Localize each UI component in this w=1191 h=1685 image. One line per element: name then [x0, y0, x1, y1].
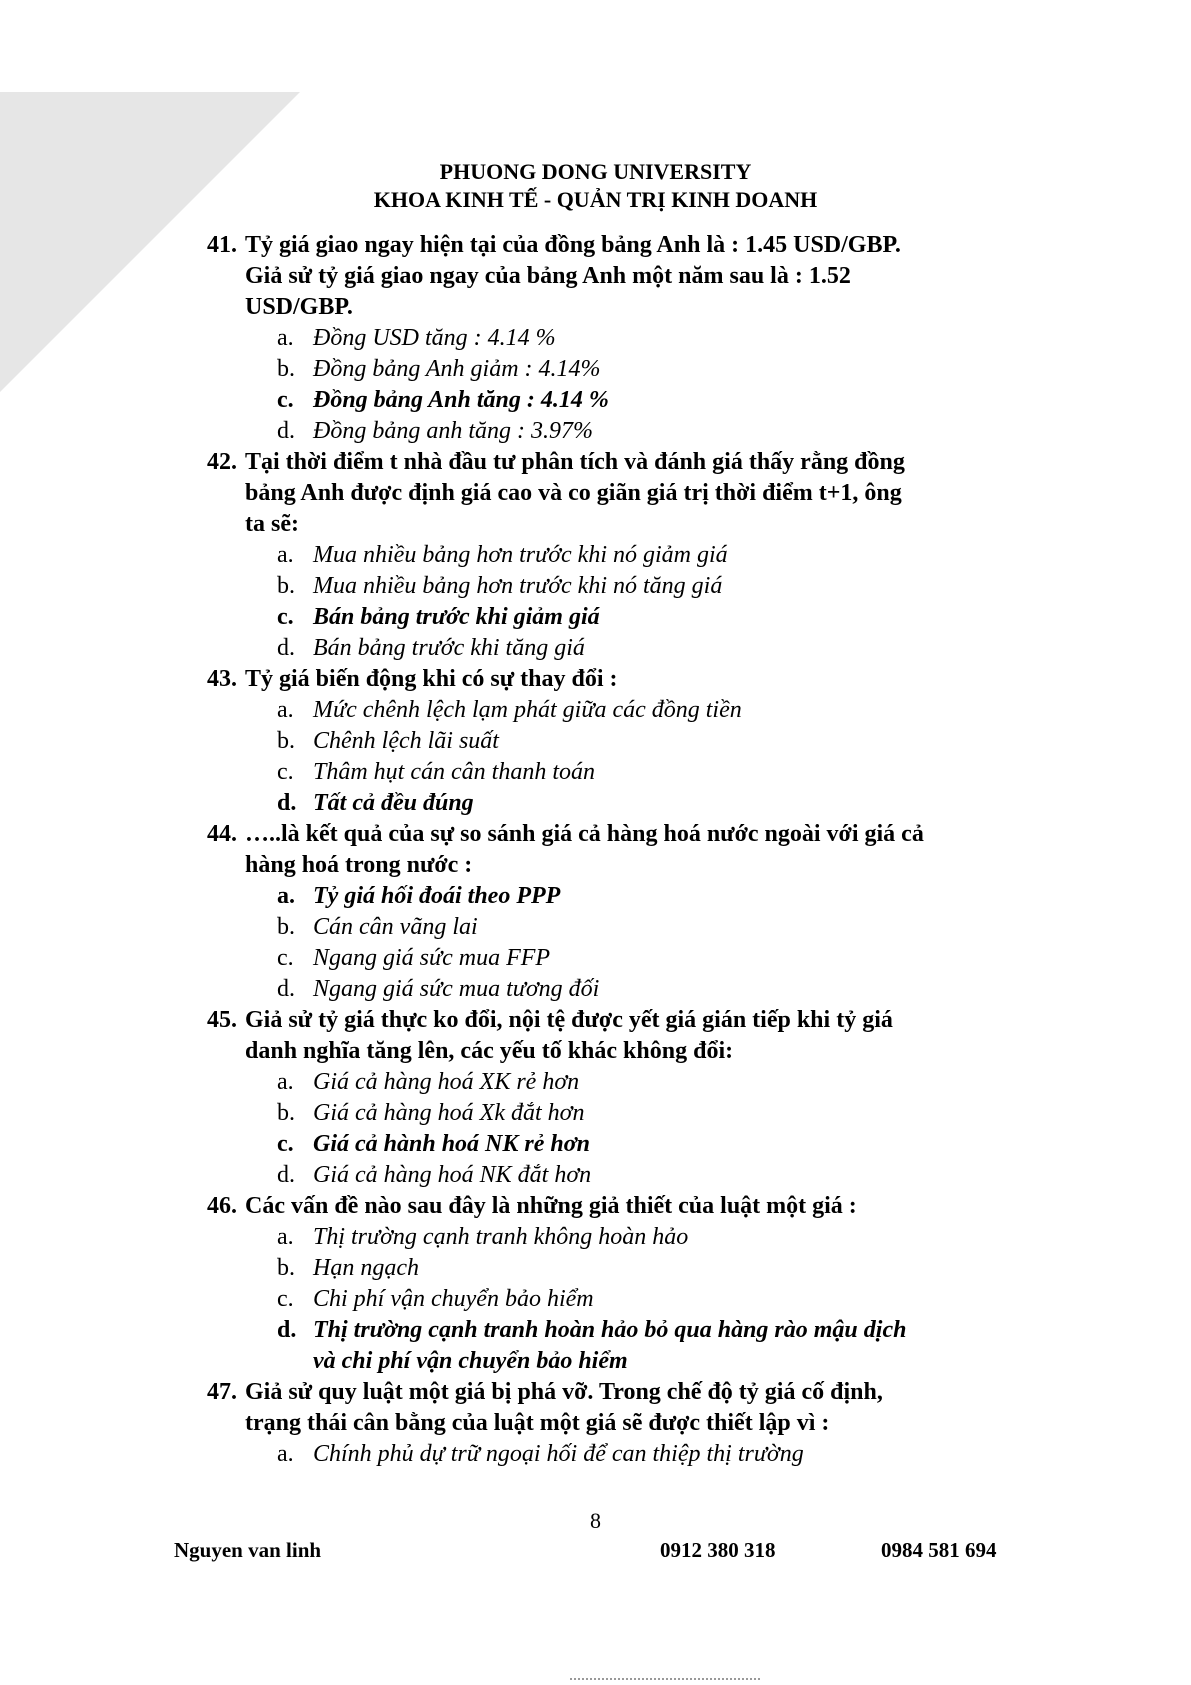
option-text: Chênh lệch lãi suất — [313, 728, 499, 754]
option-letter: c. — [277, 1131, 294, 1157]
option-letter: d. — [277, 635, 295, 661]
option-text: Tỷ giá hối đoái theo PPP — [313, 883, 561, 909]
answer-option — [207, 757, 1037, 788]
option-letter: b. — [277, 728, 295, 754]
option-text: Giá cả hành hoá NK rẻ hơn — [313, 1131, 590, 1157]
option-text: Giá cả hàng hoá Xk đắt hơn — [313, 1100, 585, 1126]
question-list — [207, 230, 1037, 1470]
answer-option — [207, 323, 1037, 354]
answer-option — [207, 416, 1037, 447]
question-text-line: Giả sử quy luật một giá bị phá vỡ. Trong chế độ tỷ giá cố định, — [245, 1379, 883, 1405]
question-block — [207, 1191, 1037, 1377]
option-text: Chi phí vận chuyển bảo hiểm — [313, 1286, 594, 1312]
footer-phone-1: 0912 380 318 — [660, 1538, 776, 1562]
option-letter: b. — [277, 356, 295, 382]
option-letter: c. — [277, 759, 294, 785]
option-text: Thị trường cạnh tranh không hoàn hảo — [313, 1224, 689, 1250]
answer-option — [207, 943, 1037, 974]
option-letter: b. — [277, 573, 295, 599]
answer-option — [207, 788, 1037, 819]
option-letter: a. — [277, 697, 294, 723]
answer-option — [207, 540, 1037, 571]
question-text-line: trạng thái cân bằng của luật một giá sẽ được thiết lập vì : — [245, 1410, 830, 1436]
question-block — [207, 819, 1037, 1005]
question-stem — [207, 664, 1037, 695]
option-text-continued: và chi phí vận chuyển bảo hiểm — [313, 1348, 628, 1374]
answer-option — [207, 602, 1037, 633]
question-text-line: Tại thời điểm t nhà đầu tư phân tích và đánh giá thấy rằng đồng — [245, 449, 905, 475]
answer-option — [207, 633, 1037, 664]
faculty-name: KHOA KINH TẾ - QUẢN TRỊ KINH DOANH — [373, 187, 818, 212]
answer-option — [207, 1067, 1037, 1098]
option-text: Giá cả hàng hoá NK đắt hơn — [313, 1162, 592, 1188]
question-text-line: Giả sử tỷ giá thực ko đổi, nội tệ được yết giá gián tiếp khi tỷ giá — [245, 1007, 893, 1033]
option-letter: a. — [277, 325, 294, 351]
option-text: Mua nhiều bảng hơn trước khi nó giảm giá — [313, 542, 728, 568]
question-stem — [207, 1191, 1037, 1222]
footer-phone-2: 0984 581 694 — [881, 1538, 997, 1562]
option-text: Đồng bảng anh tăng : 3.97% — [313, 418, 593, 444]
option-text: Bán bảng trước khi giảm giá — [313, 604, 600, 630]
question-text-line: Tỷ giá giao ngay hiện tại của đồng bảng Anh là : 1.45 USD/GBP. — [245, 232, 901, 258]
question-number: 42. — [207, 449, 237, 475]
question-text-line: hàng hoá trong nước : — [245, 852, 473, 878]
option-letter: d. — [277, 418, 295, 444]
option-letter: a. — [277, 542, 294, 568]
option-letter: b. — [277, 1255, 295, 1281]
option-letter: a. — [277, 1069, 294, 1095]
option-text: Thâm hụt cán cân thanh toán — [313, 759, 595, 785]
question-text-line: ta sẽ: — [245, 511, 299, 537]
answer-option — [207, 1160, 1037, 1191]
answer-option — [207, 385, 1037, 416]
option-text: Bán bảng trước khi tăng giá — [313, 635, 585, 661]
answer-option — [207, 974, 1037, 1005]
option-text: Cán cân vãng lai — [313, 914, 478, 940]
question-block — [207, 1005, 1037, 1191]
answer-option — [207, 726, 1037, 757]
question-text-line: Các vấn đề nào sau đây là những giả thiết của luật một giá : — [245, 1193, 857, 1219]
option-text: Hạn ngạch — [313, 1255, 419, 1281]
option-text: Ngang giá sức mua FFP — [313, 945, 551, 971]
question-text-line: bảng Anh được định giá cao và co giãn giá trị thời điểm t+1, ông — [245, 480, 902, 506]
option-text: Đồng bảng Anh tăng : 4.14 % — [313, 387, 609, 413]
question-text-line: USD/GBP. — [245, 294, 353, 320]
question-stem — [207, 1005, 1037, 1067]
answer-option — [207, 912, 1037, 943]
question-number: 41. — [207, 232, 237, 258]
option-text: Mức chênh lệch lạm phát giữa các đồng tiền — [313, 697, 742, 723]
university-name: PHUONG DONG UNIVERSITY — [439, 159, 752, 184]
question-stem — [207, 230, 1037, 323]
option-text: Đồng USD tăng : 4.14 % — [313, 325, 556, 351]
answer-option — [207, 1098, 1037, 1129]
question-stem — [207, 1377, 1037, 1439]
option-text: Đồng bảng Anh giảm : 4.14% — [313, 356, 601, 382]
answer-option — [207, 695, 1037, 726]
page-number: 8 — [590, 1508, 601, 1533]
question-number: 43. — [207, 666, 237, 692]
bottom-divider — [570, 1678, 760, 1680]
option-text: Chính phủ dự trữ ngoại hối để can thiệp thị trường — [313, 1441, 804, 1467]
option-letter: a. — [277, 883, 295, 909]
question-block — [207, 664, 1037, 819]
answer-option — [207, 1439, 1037, 1470]
option-text: Thị trường cạnh tranh hoàn hảo bỏ qua hàng rào mậu dịch — [313, 1317, 907, 1343]
question-block — [207, 447, 1037, 664]
question-number: 44. — [207, 821, 237, 847]
option-letter: b. — [277, 1100, 295, 1126]
question-text-line: Tỷ giá biến động khi có sự thay đổi : — [245, 666, 618, 692]
option-letter: b. — [277, 914, 295, 940]
option-text: Giá cả hàng hoá XK rẻ hơn — [313, 1069, 580, 1095]
answer-option — [207, 354, 1037, 385]
option-letter: c. — [277, 945, 294, 971]
question-number: 46. — [207, 1193, 237, 1219]
question-block — [207, 230, 1037, 447]
answer-option — [207, 1315, 1037, 1377]
answer-option — [207, 881, 1037, 912]
option-text: Ngang giá sức mua tương đối — [313, 976, 600, 1002]
option-text: Mua nhiều bảng hơn trước khi nó tăng giá — [313, 573, 723, 599]
question-text-line: danh nghĩa tăng lên, các yếu tố khác không đổi: — [245, 1038, 734, 1064]
question-text-line: Giả sử tỷ giá giao ngay của bảng Anh một năm sau là : 1.52 — [245, 263, 851, 289]
answer-option — [207, 1129, 1037, 1160]
question-number: 47. — [207, 1379, 237, 1405]
option-letter: a. — [277, 1224, 294, 1250]
option-letter: d. — [277, 790, 297, 816]
question-stem — [207, 819, 1037, 881]
footer-author: Nguyen van linh — [174, 1538, 322, 1562]
option-text: Tất cả đều đúng — [313, 790, 474, 816]
option-letter: a. — [277, 1441, 294, 1467]
answer-option — [207, 1284, 1037, 1315]
question-number: 45. — [207, 1007, 237, 1033]
option-letter: c. — [277, 1286, 294, 1312]
option-letter: d. — [277, 976, 295, 1002]
question-stem — [207, 447, 1037, 540]
question-block — [207, 1377, 1037, 1470]
option-letter: c. — [277, 604, 294, 630]
answer-option — [207, 1253, 1037, 1284]
question-text-line: …..là kết quả của sự so sánh giá cả hàng hoá nước ngoài với giá cả — [245, 821, 924, 847]
option-letter: d. — [277, 1317, 297, 1343]
answer-option — [207, 1222, 1037, 1253]
page-header — [0, 158, 1191, 214]
option-letter: c. — [277, 387, 294, 413]
answer-option — [207, 571, 1037, 602]
option-letter: d. — [277, 1162, 295, 1188]
